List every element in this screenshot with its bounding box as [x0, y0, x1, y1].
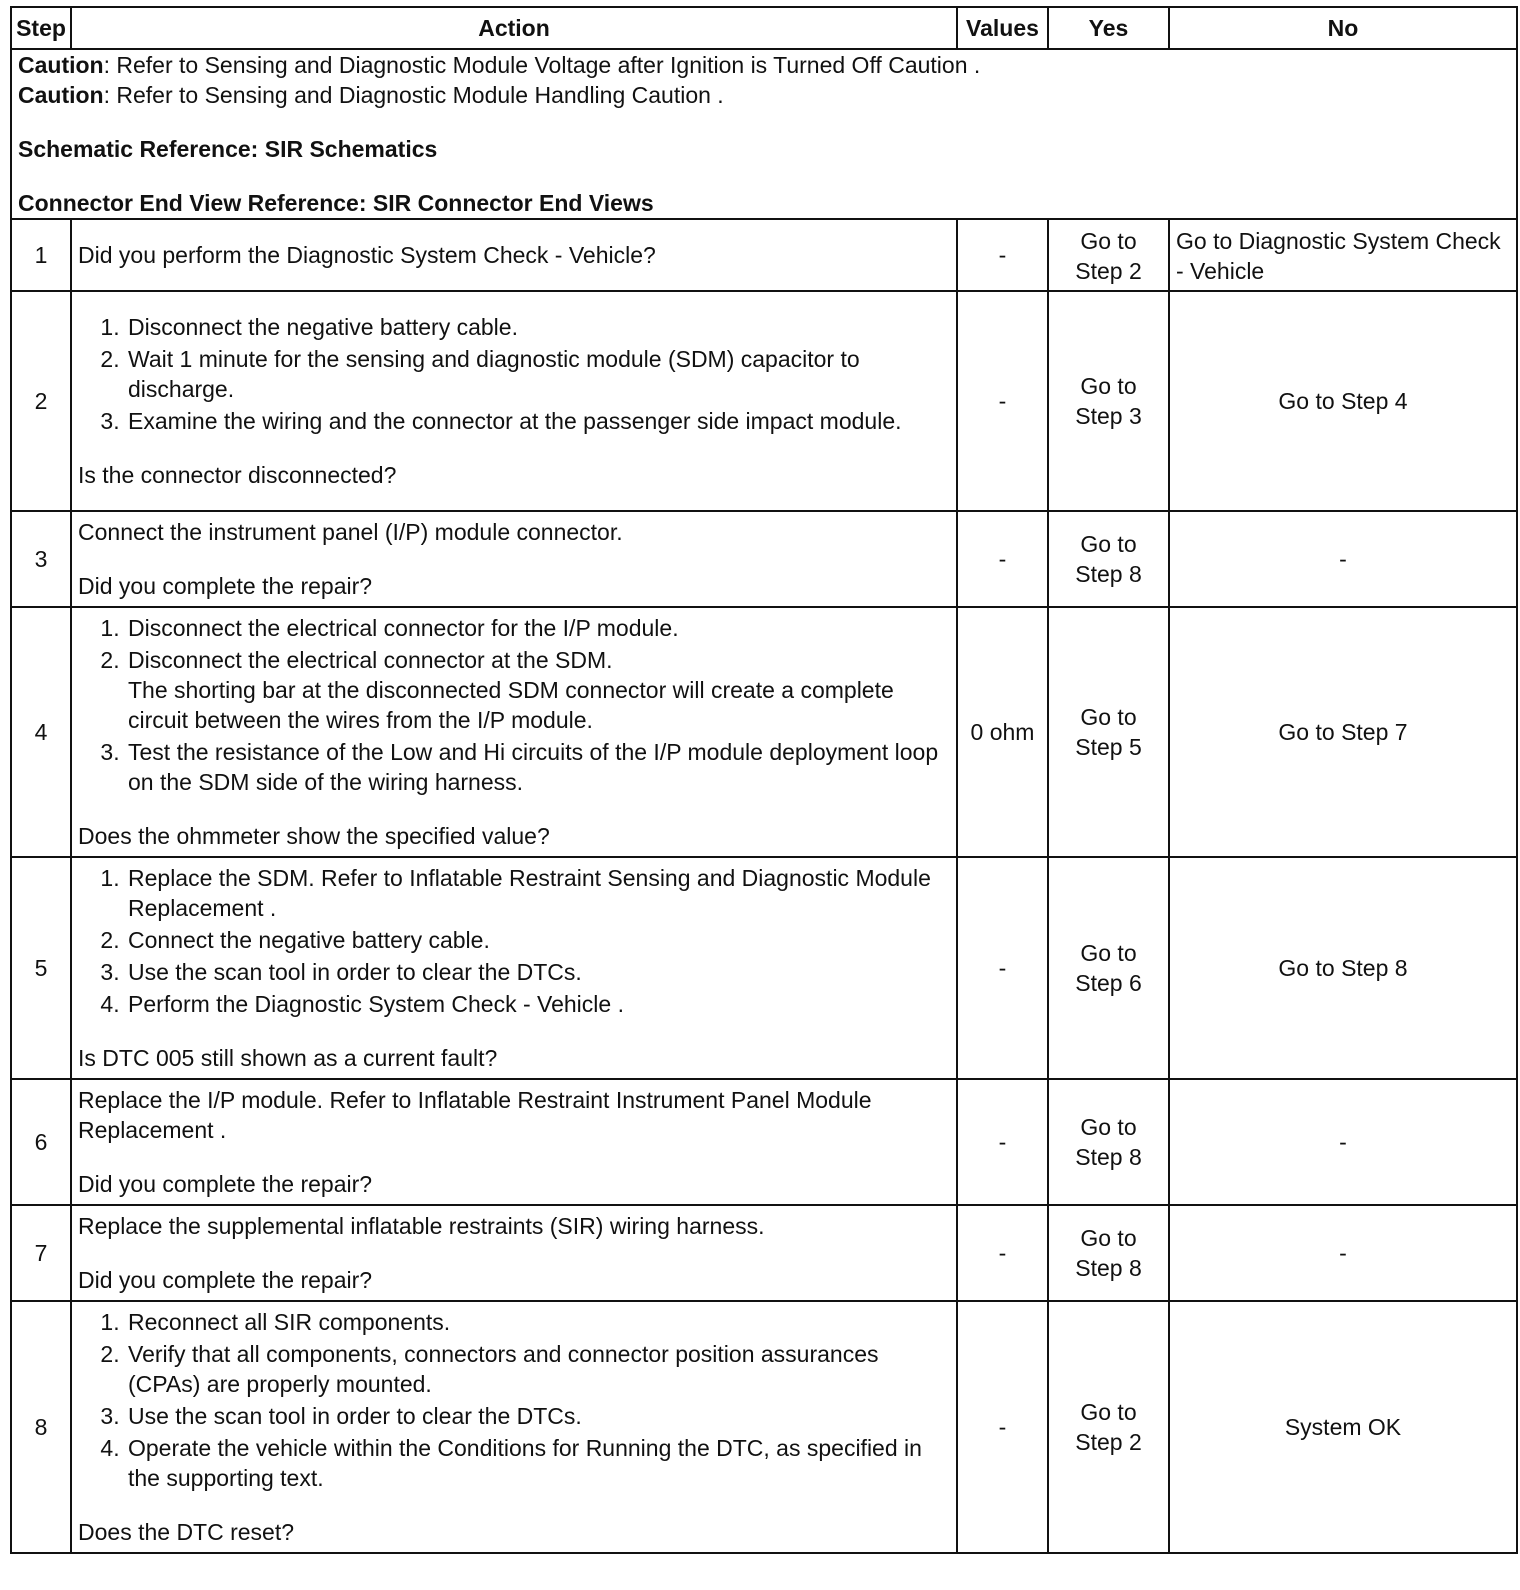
question-text: Did you complete the repair? [78, 1267, 373, 1293]
no-cell: - [1169, 1205, 1517, 1301]
procedure-list [78, 613, 950, 797]
values-cell: - [957, 219, 1048, 291]
header-step: Step [11, 7, 71, 49]
table-row [11, 1301, 1517, 1553]
values-cell: - [957, 291, 1048, 511]
step-number: 4 [11, 607, 71, 857]
yes-line-2: Step 8 [1075, 1255, 1142, 1281]
question-text: Does the DTC reset? [78, 1519, 295, 1545]
header-no: No [1169, 7, 1517, 49]
no-cell: - [1169, 1079, 1517, 1205]
list-item: 2. Wait 1 minute for the sensing and diagnostic module (SDM) capacitor to discharge. [126, 344, 950, 404]
values-cell: - [957, 1079, 1048, 1205]
list-item: 4. Operate the vehicle within the Conditions for Running the DTC, as specified in the supporting text. [126, 1433, 950, 1493]
action-text: Replace the supplemental inflatable restraints (SIR) wiring harness. [78, 1213, 765, 1239]
list-item: 4. Perform the Diagnostic System Check - Vehicle . [126, 989, 950, 1019]
procedure-list [78, 863, 950, 1019]
table-row [11, 291, 1517, 511]
action-text: Did you perform the Diagnostic System Check - Vehicle? [78, 242, 656, 268]
yes-cell [1048, 1079, 1169, 1205]
yes-line-2: Step 8 [1075, 561, 1142, 587]
no-cell: System OK [1169, 1301, 1517, 1553]
no-cell: Go to Diagnostic System Check - Vehicle [1169, 219, 1517, 291]
values-cell: - [957, 1205, 1048, 1301]
yes-line-2: Step 3 [1075, 403, 1142, 429]
yes-cell [1048, 511, 1169, 607]
yes-line-2: Step 8 [1075, 1144, 1142, 1170]
yes-cell [1048, 1205, 1169, 1301]
action-cell [71, 219, 957, 291]
table-row [11, 511, 1517, 607]
intro-row [11, 49, 1517, 219]
list-item: 3. Use the scan tool in order to clear the DTCs. [126, 957, 950, 987]
question-text: Did you complete the repair? [78, 1171, 373, 1197]
action-cell [71, 511, 957, 607]
yes-cell [1048, 219, 1169, 291]
list-item: 2. Connect the negative battery cable. [126, 925, 950, 955]
yes-cell [1048, 1301, 1169, 1553]
action-text: Connect the instrument panel (I/P) module connector. [78, 519, 623, 545]
question-text: Is the connector disconnected? [78, 462, 397, 488]
question-text: Does the ohmmeter show the specified value? [78, 823, 550, 849]
diagnostic-table [10, 6, 1518, 1554]
step-number: 8 [11, 1301, 71, 1553]
yes-cell [1048, 607, 1169, 857]
header-action: Action [71, 7, 957, 49]
connector-reference: Connector End View Reference: SIR Connector End Views [18, 190, 654, 216]
table-row [11, 1079, 1517, 1205]
list-item-note: The shorting bar at the disconnected SDM connector will create a complete circuit between the wires from the I/P module. [128, 677, 894, 733]
step-number: 3 [11, 511, 71, 607]
yes-line-2: Step 5 [1075, 734, 1142, 760]
table-row [11, 219, 1517, 291]
caution-text-2: : Refer to Sensing and Diagnostic Module Handling Caution . [103, 82, 724, 108]
action-cell [71, 1301, 957, 1553]
list-item: 3. Examine the wiring and the connector at the passenger side impact module. [126, 406, 950, 436]
header-row [11, 7, 1517, 49]
list-item: 1. Reconnect all SIR components. [126, 1307, 950, 1337]
yes-line-1: Go to [1080, 1114, 1137, 1140]
yes-cell [1048, 291, 1169, 511]
intro-cell [11, 49, 1517, 219]
list-item [126, 645, 950, 735]
action-cell [71, 857, 957, 1079]
question-text: Did you complete the repair? [78, 573, 373, 599]
table-row [11, 1205, 1517, 1301]
yes-cell [1048, 857, 1169, 1079]
question-text: Is DTC 005 still shown as a current fault? [78, 1045, 498, 1071]
step-number: 7 [11, 1205, 71, 1301]
list-item: 1. Disconnect the negative battery cable. [126, 312, 950, 342]
yes-line-2: Step 6 [1075, 970, 1142, 996]
no-cell: - [1169, 511, 1517, 607]
action-cell [71, 291, 957, 511]
yes-line-1: Go to [1080, 704, 1137, 730]
values-cell: - [957, 857, 1048, 1079]
diagnostic-table-container [10, 6, 1516, 1554]
caution-line-2 [18, 80, 1510, 110]
no-cell: Go to Step 4 [1169, 291, 1517, 511]
action-cell [71, 607, 957, 857]
yes-line-1: Go to [1080, 1399, 1137, 1425]
yes-line-1: Go to [1080, 1225, 1137, 1251]
values-cell: 0 ohm [957, 607, 1048, 857]
yes-line-1: Go to [1080, 531, 1137, 557]
values-cell: - [957, 511, 1048, 607]
yes-line-1: Go to [1080, 373, 1137, 399]
list-item-text: Disconnect the electrical connector for the I/P module. [128, 615, 679, 641]
schematic-reference: Schematic Reference: SIR Schematics [18, 136, 438, 162]
step-number: 2 [11, 291, 71, 511]
no-cell: Go to Step 7 [1169, 607, 1517, 857]
table-row [11, 607, 1517, 857]
list-item-text: Disconnect the electrical connector at the SDM. [128, 647, 613, 673]
values-cell: - [957, 1301, 1048, 1553]
list-item: 2. Verify that all components, connectors and connector position assurances (CPAs) are properly mounted. [126, 1339, 950, 1399]
procedure-list [78, 1307, 950, 1493]
yes-line-1: Go to [1080, 228, 1137, 254]
caution-label: Caution [18, 82, 104, 108]
action-cell [71, 1079, 957, 1205]
list-item-text: Test the resistance of the Low and Hi circuits of the I/P module deployment loop on the SDM side of the wiring harness. [128, 739, 939, 795]
yes-line-1: Go to [1080, 940, 1137, 966]
caution-line-1 [18, 50, 1510, 80]
step-number: 1 [11, 219, 71, 291]
action-text: Replace the I/P module. Refer to Inflatable Restraint Instrument Panel Module Replacement . [78, 1087, 872, 1143]
yes-line-2: Step 2 [1075, 1429, 1142, 1455]
header-values: Values [957, 7, 1048, 49]
caution-text-1: : Refer to Sensing and Diagnostic Module Voltage after Ignition is Turned Off Caution . [103, 52, 981, 78]
yes-line-2: Step 2 [1075, 258, 1142, 284]
caution-label: Caution [18, 52, 104, 78]
list-item [126, 613, 950, 643]
header-yes: Yes [1048, 7, 1169, 49]
step-number: 5 [11, 857, 71, 1079]
no-cell: Go to Step 8 [1169, 857, 1517, 1079]
list-item [126, 737, 950, 797]
action-cell [71, 1205, 957, 1301]
list-item: 1. Replace the SDM. Refer to Inflatable Restraint Sensing and Diagnostic Module Replacement . [126, 863, 950, 923]
table-row [11, 857, 1517, 1079]
list-item: 3. Use the scan tool in order to clear the DTCs. [126, 1401, 950, 1431]
step-number: 6 [11, 1079, 71, 1205]
procedure-list [78, 312, 950, 436]
